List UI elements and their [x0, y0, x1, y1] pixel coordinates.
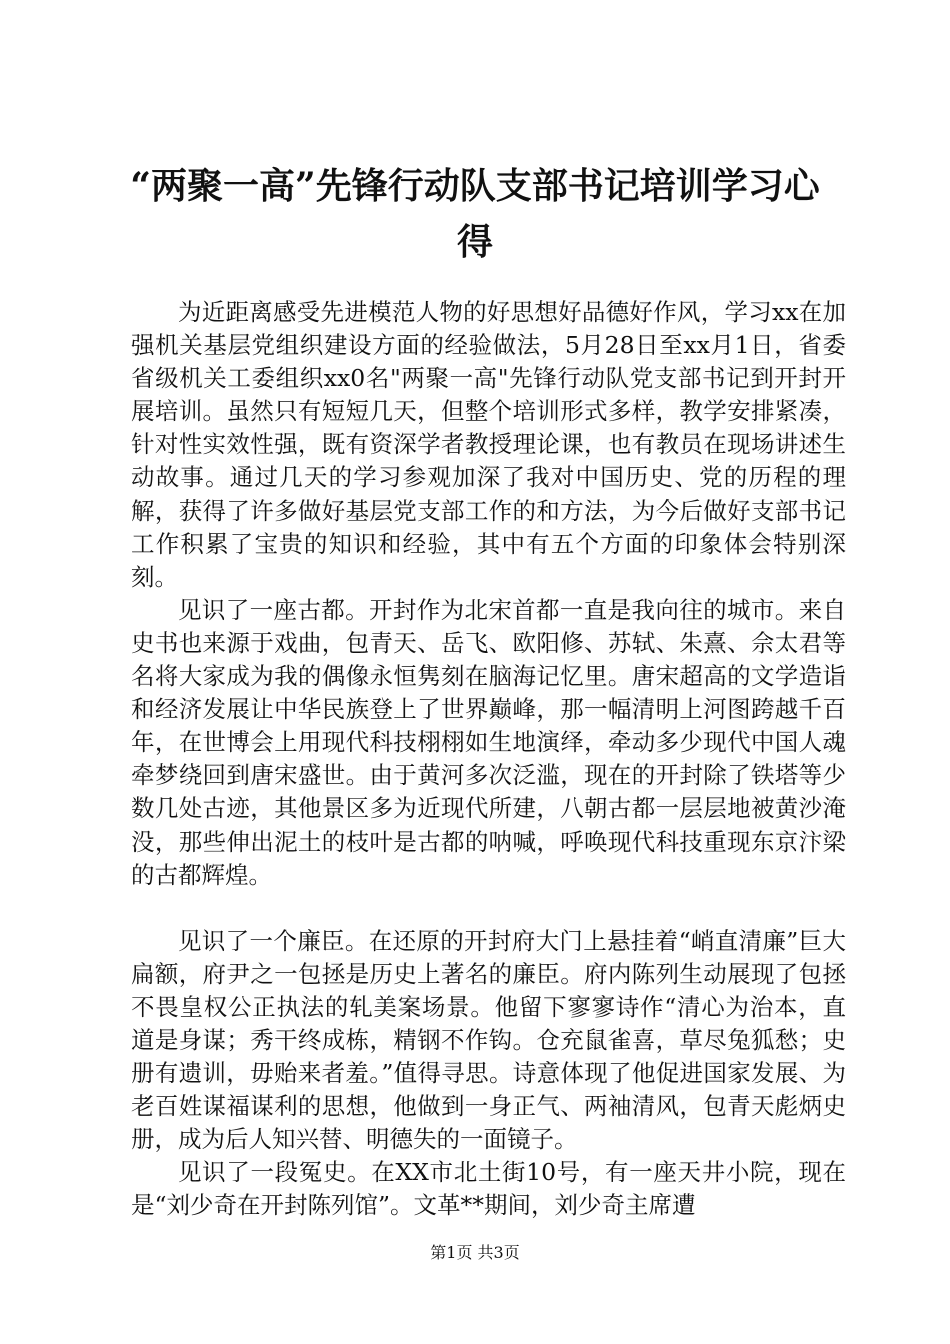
paragraph-honest-official: 见识了一个廉臣。在还原的开封府大门上悬挂着“峭直清廉”巨大扁额，府尹之一包拯是历史上著名的廉臣。府内陈列生动展现了包拯不畏皇权公正执法的轧美案场景。他留下寥寥诗作“清心为治本，直道是身谋；秀干终成栋，精钢不作钩。仓充鼠雀喜，草尽兔狐愁；史册有遗训，毋贻来者羞。”值得寻思。诗意体现了他促进国家发展、为老百姓谋福谋利的思想，他做到一身正气、两袖清风，包青天彪炳史册，成为后人知兴替、明德失的一面镜子。: [131, 926, 846, 1154]
paragraph-injustice-history: 见识了一段冤史。在XX市北土街10号，有一座天井小院，现在是“刘少奇在开封陈列馆”。文革**期间，刘少奇主席遭: [131, 1158, 846, 1220]
document-title: “两聚一高”先锋行动队支部书记培训学习心得: [130, 165, 820, 263]
page-number: 第1页 共3页: [430, 1243, 520, 1262]
paragraph-ancient-capital: 见识了一座古都。开封作为北宋首都一直是我向往的城市。来自史书也来源于戏曲，包青天、岳飞、欧阳修、苏轼、朱熹、佘太君等名将大家成为我的偶像永恒隽刻在脑海记忆里。唐宋超高的文学造诣和经济发展让中华民族登上了世界巅峰，那一幅清明上河图跨越千百年，在世博会上用现代科技栩栩如生地演绎，牵动多少现代中国人魂牵梦绕回到唐宋盛世。由于黄河多次泛滥，现在的开封除了铁塔等少数几处古迹，其他景区多为近现代所建，八朝古都一层层地被黄沙淹没，那些伸出泥土的枝叶是古都的呐喊，呼唤现代科技重现东京汴梁的古都辉煌。: [131, 595, 846, 889]
paragraph-intro: 为近距离感受先进模范人物的好思想好品德好作风，学习xx在加强机关基层党组织建设方面的经验做法，5月28日至xx月1日，省委省级机关工委组织xx0名"两聚一高"先锋行动队党支部书记到开封开展培训。虽然只有短短几天，但整个培训形式多样，教学安排紧凑，针对性实效性强，既有资深学者教授理论课，也有教员在现场讲述生动故事。通过几天的学习参观加深了我对中国历史、党的历程的理解，获得了许多做好基层党支部工作的和方法，为今后做好支部书记工作积累了宝贵的知识和经验，其中有五个方面的印象体会特别深刻。: [131, 298, 846, 591]
document-body: [131, 296, 846, 1223]
